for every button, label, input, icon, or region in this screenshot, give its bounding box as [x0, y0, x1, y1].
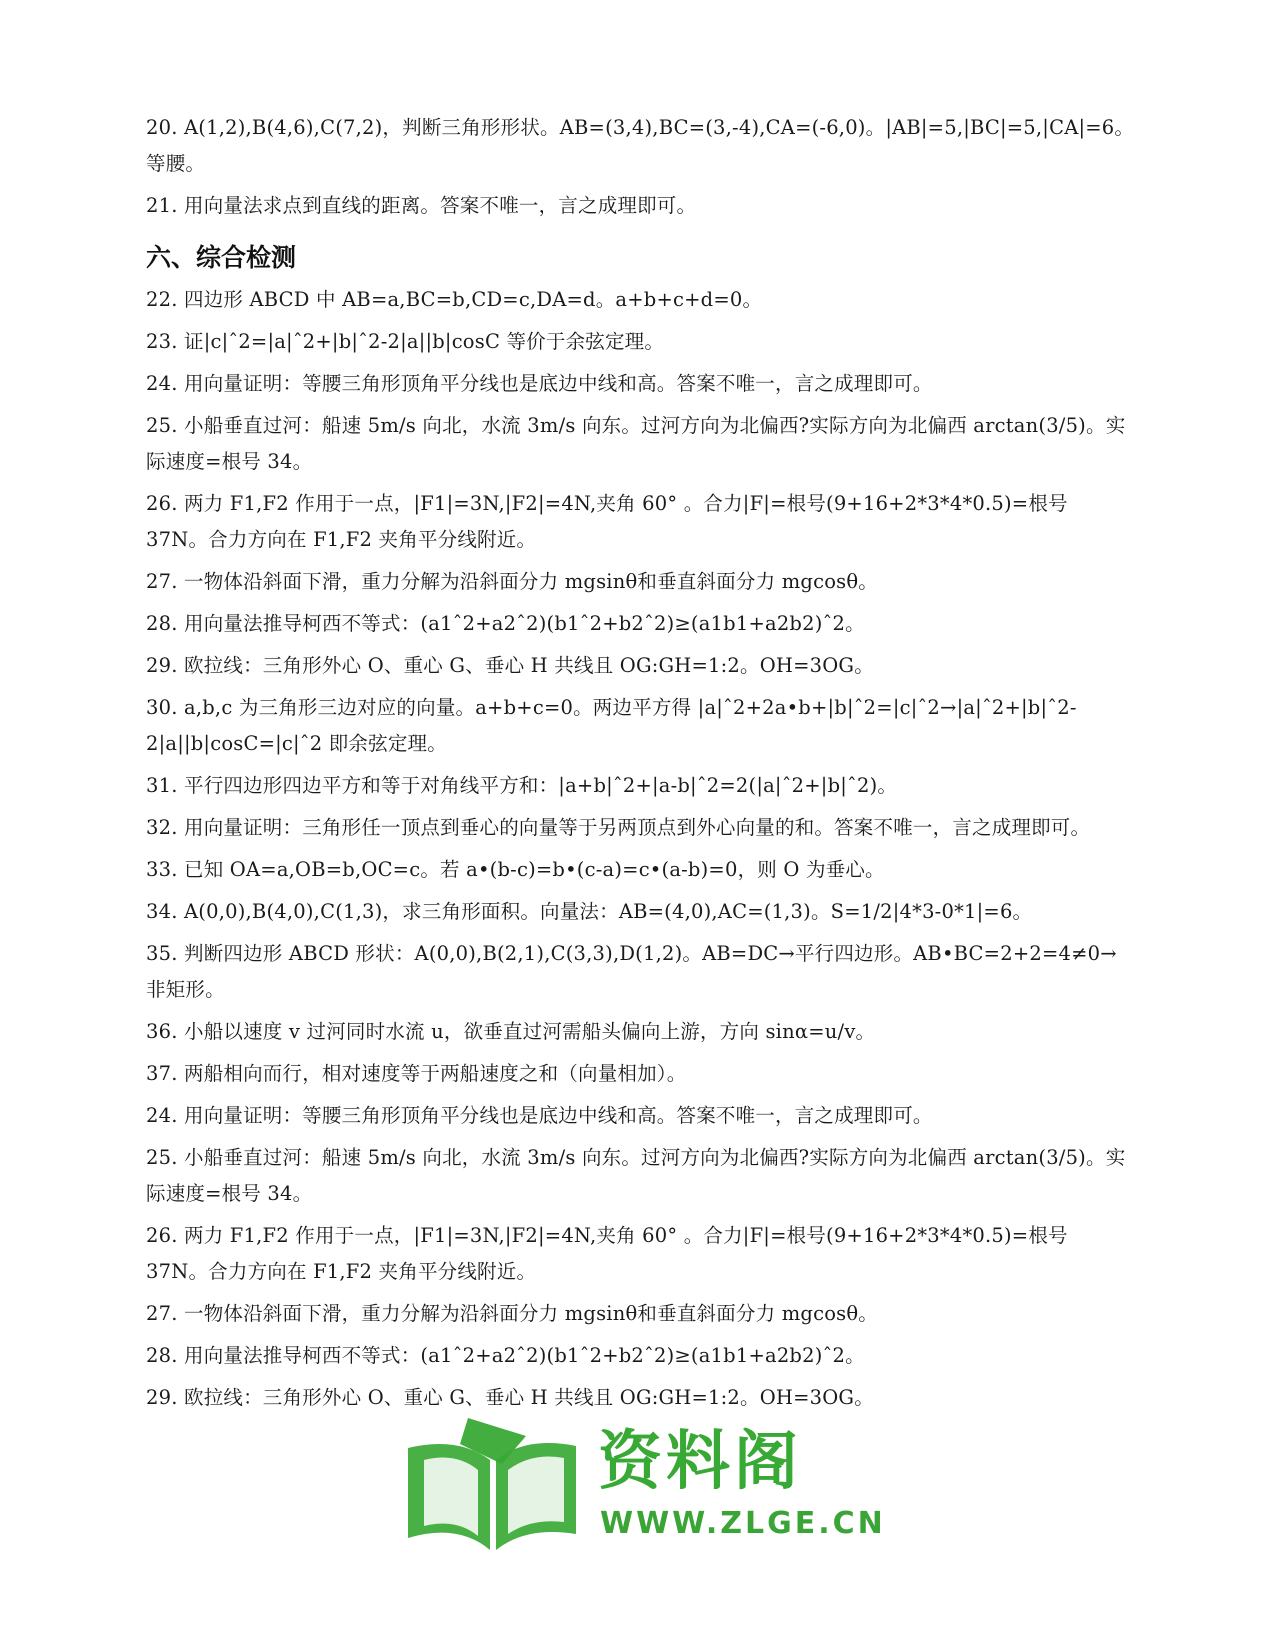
open-book-icon	[398, 1418, 588, 1558]
watermark-logo	[398, 1418, 886, 1558]
answer-36: 36. 小船以速度 v 过河同时水流 u，欲垂直过河需船头偏向上游，方向 sinα=u/v。	[146, 1020, 876, 1043]
answer-26-repeat: 26. 两力 F1,F2 作用于一点，|F1|=3N,|F2|=4N,夹角 60° 。合力|F|=根号(9+16+2*3*4*0.5)=根号 37N。合力方向在 F1,F2 夹角平分线附近。	[146, 1224, 1068, 1283]
watermark-url: WWW.ZLGE.CN	[600, 1506, 886, 1541]
answer-29: 29. 欧拉线：三角形外心 O、重心 G、垂心 H 共线且 OG:GH=1:2。OH=3OG。	[146, 654, 874, 677]
answer-33: 33. 已知 OA=a,OB=b,OC=c。若 a•(b-c)=b•(c-a)=c•(a-b)=0，则 O 为垂心。	[146, 858, 885, 881]
answer-27: 27. 一物体沿斜面下滑，重力分解为沿斜面分力 mgsinθ和垂直斜面分力 mgcosθ。	[146, 570, 879, 593]
answer-30: 30. a,b,c 为三角形三边对应的向量。a+b+c=0。两边平方得 |a|ˆ2+2a•b+|b|ˆ2=|c|ˆ2→|a|ˆ2+|b|ˆ2-2|a||b|cosC=|c|ˆ2 即余弦定理。	[146, 696, 1077, 755]
answer-32: 32. 用向量证明：三角形任一顶点到垂心的向量等于另两顶点到外心向量的和。答案不唯一，言之成理即可。	[146, 816, 1091, 839]
answer-34: 34. A(0,0),B(4,0),C(1,3)，求三角形面积。向量法：AB=(4,0),AC=(1,3)。S=1/2|4*3-0*1|=6。	[146, 900, 1033, 923]
answer-24-repeat: 24. 用向量证明：等腰三角形顶角平分线也是底边中线和高。答案不唯一，言之成理即可。	[146, 1104, 933, 1127]
answer-37: 37. 两船相向而行，相对速度等于两船速度之和（向量相加）。	[146, 1062, 687, 1085]
section-title: 六、综合检测	[146, 243, 297, 272]
answer-27-repeat: 27. 一物体沿斜面下滑，重力分解为沿斜面分力 mgsinθ和垂直斜面分力 mgcosθ。	[146, 1302, 879, 1325]
answer-22: 22. 四边形 ABCD 中 AB=a,BC=b,CD=c,DA=d。a+b+c+d=0。	[146, 288, 763, 311]
answer-25-repeat: 25. 小船垂直过河：船速 5m/s 向北，水流 3m/s 向东。过河方向为北偏西?实际方向为北偏西 arctan(3/5)。实际速度=根号 34。	[146, 1146, 1126, 1205]
answer-20: 20. A(1,2),B(4,6),C(7,2)，判断三角形形状。AB=(3,4),BC=(3,-4),CA=(-6,0)。|AB|=5,|BC|=5,|CA|=6。等腰。	[146, 116, 1135, 175]
answer-26: 26. 两力 F1,F2 作用于一点，|F1|=3N,|F2|=4N,夹角 60° 。合力|F|=根号(9+16+2*3*4*0.5)=根号 37N。合力方向在 F1,F2 夹角平分线附近。	[146, 492, 1068, 551]
answer-35: 35. 判断四边形 ABCD 形状：A(0,0),B(2,1),C(3,3),D(1,2)。AB=DC→平行四边形。AB•BC=2+2=4≠0→非矩形。	[146, 942, 1117, 1001]
watermark-title: 资料阁	[598, 1425, 802, 1499]
answer-24: 24. 用向量证明：等腰三角形顶角平分线也是底边中线和高。答案不唯一，言之成理即可。	[146, 372, 933, 395]
answer-29-repeat: 29. 欧拉线：三角形外心 O、重心 G、垂心 H 共线且 OG:GH=1:2。OH=3OG。	[146, 1386, 874, 1409]
answer-31: 31. 平行四边形四边平方和等于对角线平方和：|a+b|ˆ2+|a-b|ˆ2=2(|a|ˆ2+|b|ˆ2)。	[146, 774, 898, 797]
answer-28-repeat: 28. 用向量法推导柯西不等式：(a1ˆ2+a2ˆ2)(b1ˆ2+b2ˆ2)≥(a1b1+a2b2)ˆ2。	[146, 1344, 865, 1367]
answer-23: 23. 证|c|ˆ2=|a|ˆ2+|b|ˆ2-2|a||b|cosC 等价于余弦定理。	[146, 330, 665, 353]
answer-25: 25. 小船垂直过河：船速 5m/s 向北，水流 3m/s 向东。过河方向为北偏西?实际方向为北偏西 arctan(3/5)。实际速度=根号 34。	[146, 414, 1126, 473]
answer-28: 28. 用向量法推导柯西不等式：(a1ˆ2+a2ˆ2)(b1ˆ2+b2ˆ2)≥(a1b1+a2b2)ˆ2。	[146, 612, 865, 635]
answer-21: 21. 用向量法求点到直线的距离。答案不唯一，言之成理即可。	[146, 194, 697, 217]
document-body	[146, 110, 1136, 1422]
